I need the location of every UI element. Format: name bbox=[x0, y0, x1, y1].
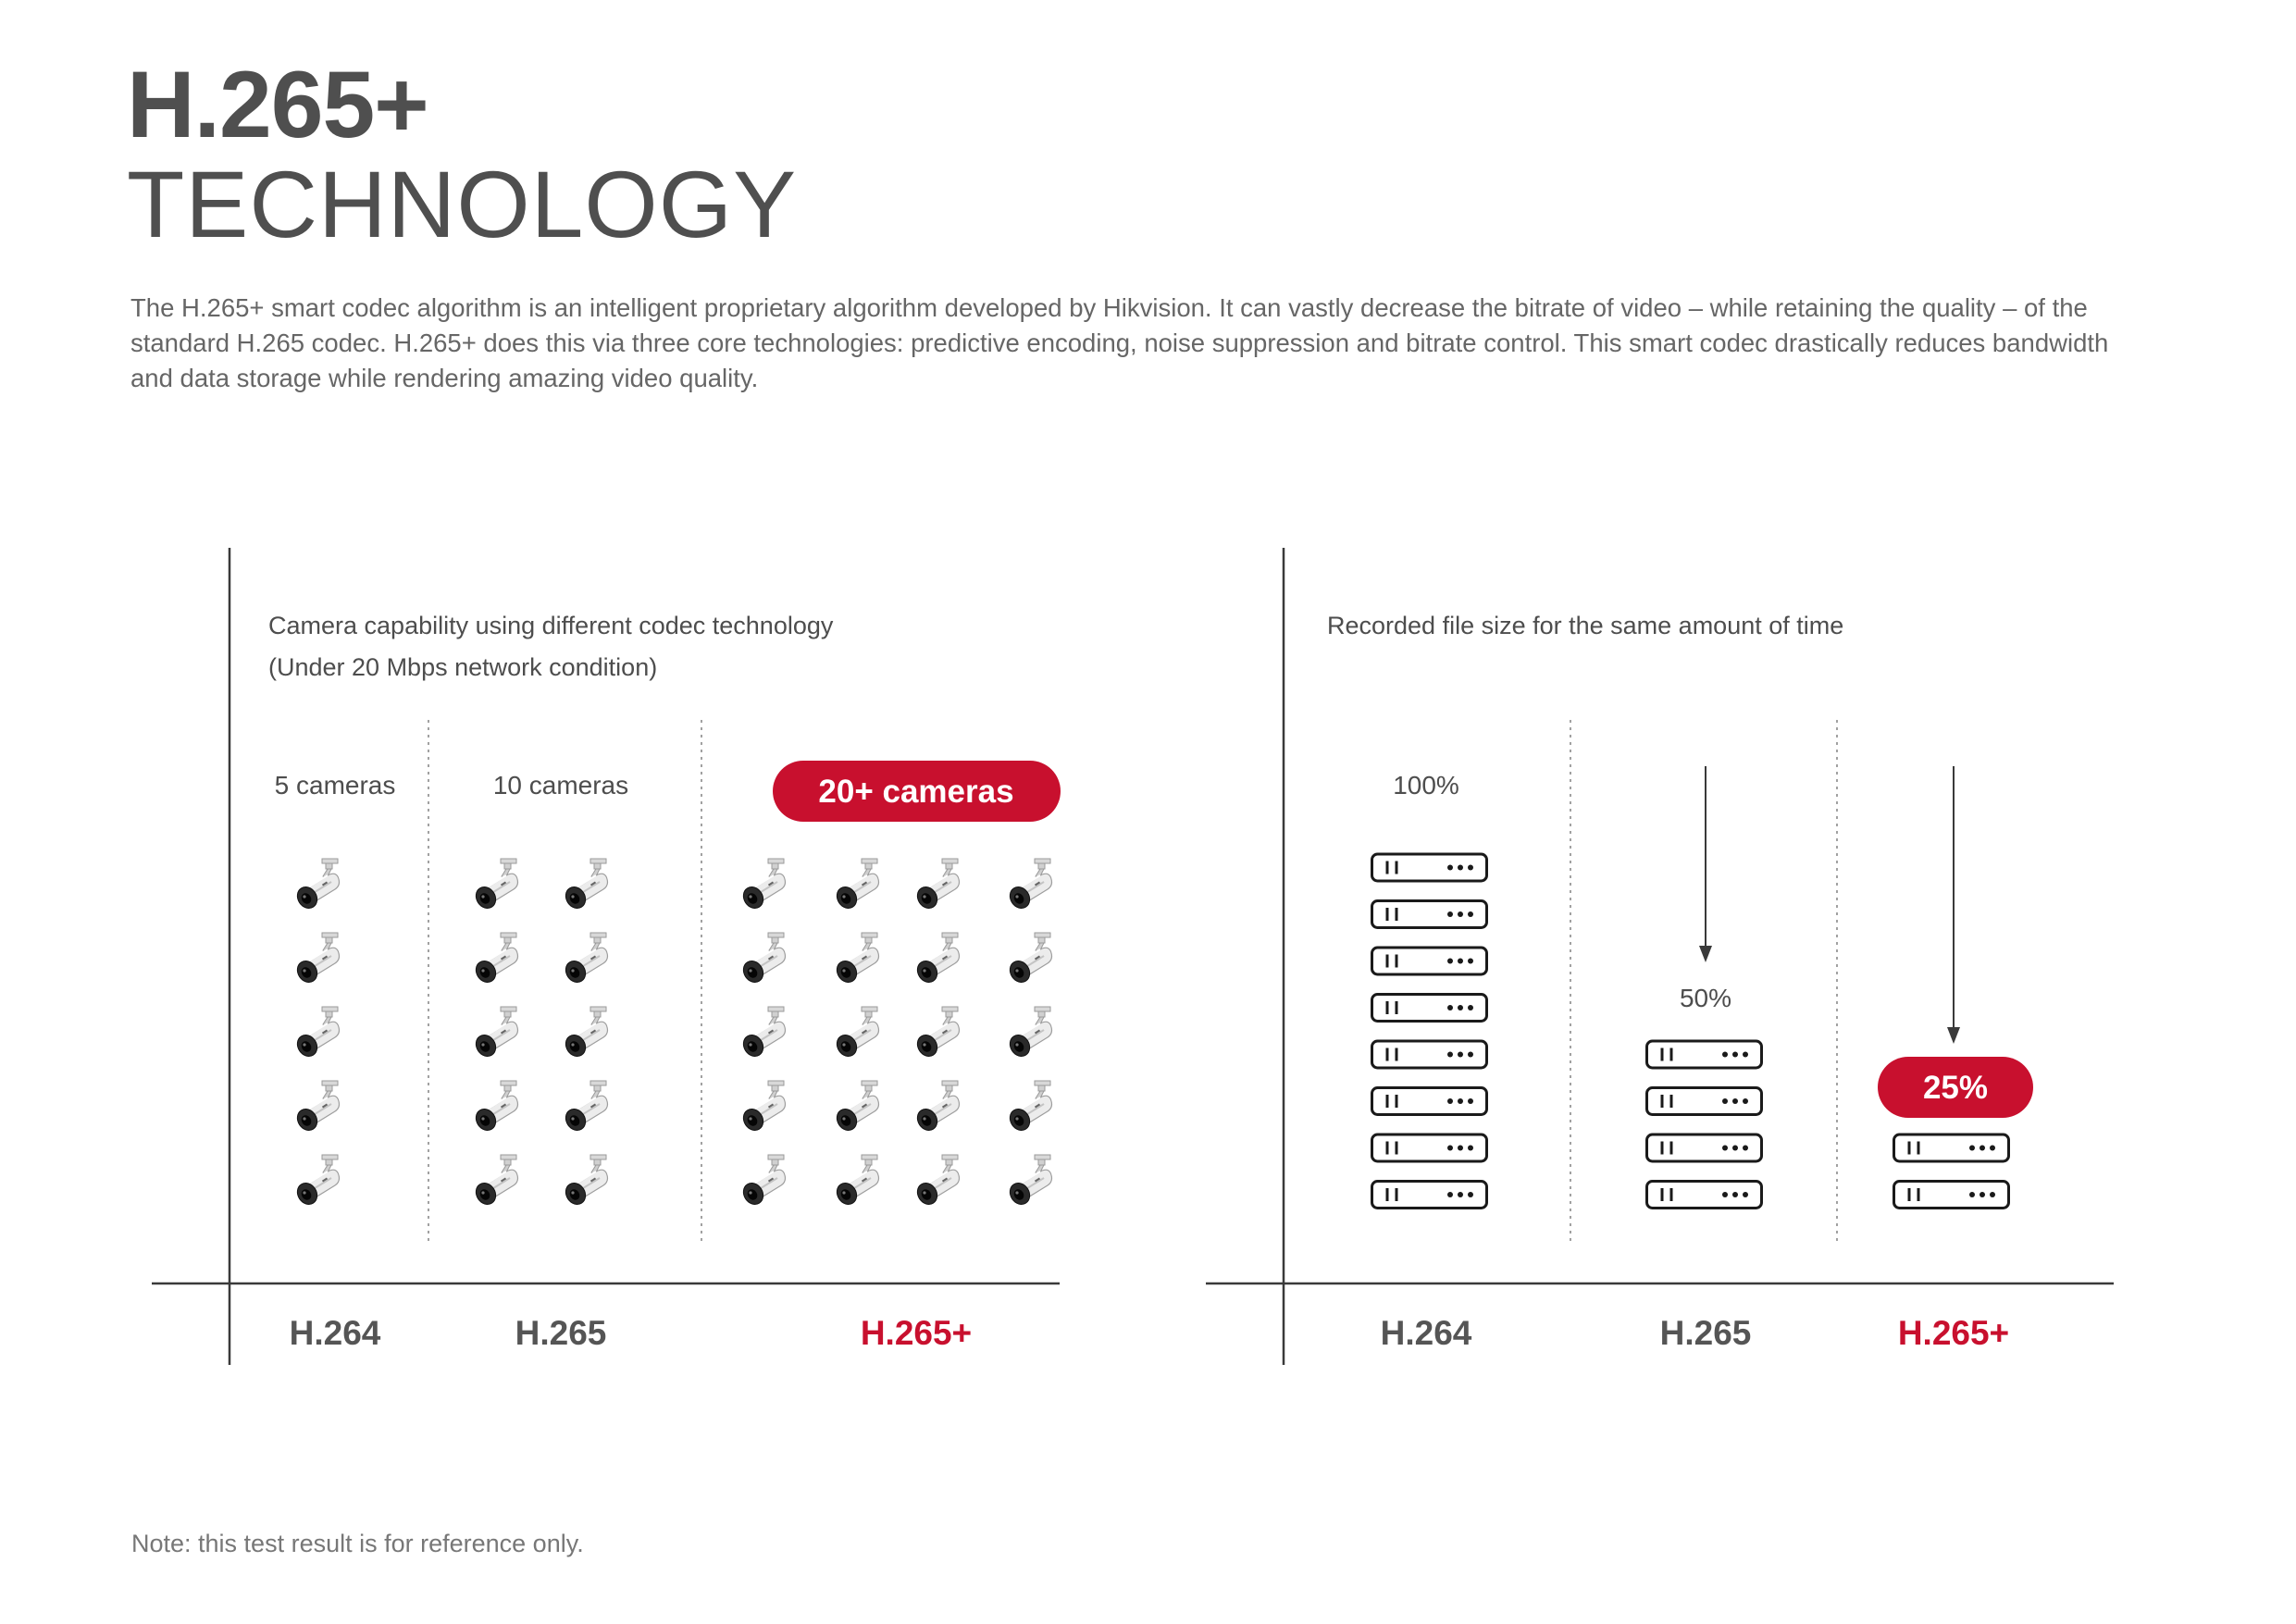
bullet-camera-icon bbox=[913, 933, 959, 986]
storage-unit-icon bbox=[1647, 1134, 1762, 1161]
value-label-highlight: 20+ cameras bbox=[818, 774, 1014, 810]
bullet-camera-icon bbox=[562, 933, 607, 986]
down-arrow-icon bbox=[1699, 766, 1712, 962]
value-label-highlight: 25% bbox=[1922, 1070, 1989, 1106]
category-label: H.264 bbox=[1380, 1314, 1472, 1352]
bullet-camera-icon bbox=[739, 859, 785, 912]
bullet-camera-icon bbox=[472, 859, 517, 912]
storage-unit-icon bbox=[1372, 854, 1487, 881]
bullet-camera-icon bbox=[293, 933, 339, 986]
storage-unit-icon bbox=[1372, 1041, 1487, 1068]
category-label: H.265 bbox=[515, 1314, 607, 1352]
bullet-camera-icon bbox=[293, 1007, 339, 1060]
storage-unit-icon bbox=[1372, 901, 1487, 928]
title-main: H.265+ bbox=[127, 52, 428, 157]
storage-unit-icon bbox=[1372, 1134, 1487, 1161]
bullet-camera-icon bbox=[293, 1155, 339, 1209]
bullet-camera-icon bbox=[833, 1155, 878, 1209]
storage-unit-icon bbox=[1647, 1041, 1762, 1068]
storage-unit-icon bbox=[1647, 1088, 1762, 1115]
bullet-camera-icon bbox=[833, 1007, 878, 1060]
bullet-camera-icon bbox=[1006, 1007, 1051, 1060]
category-label-highlight: H.265+ bbox=[1897, 1314, 2010, 1352]
bullet-camera-icon bbox=[833, 1081, 878, 1134]
storage-unit-icon bbox=[1647, 1182, 1762, 1209]
bullet-camera-icon bbox=[562, 1081, 607, 1134]
intro-paragraph: The H.265+ smart codec algorithm is an intelligent proprietary algorithm developed by Hikvision. It can vastly decrease the bitrate of video – while retaining the quality – of the standard H.265 codec. H.265+ does this via three core technologies: predictive encoding, noise suppression and bitrate control. This smart codec drastically reduces bandwidth and data storage while rendering amazing video quality. bbox=[130, 293, 2109, 392]
bullet-camera-icon bbox=[293, 1081, 339, 1134]
bullet-camera-icon bbox=[833, 859, 878, 912]
camera-chart bbox=[152, 548, 1061, 1365]
bullet-camera-icon bbox=[833, 933, 878, 986]
down-arrow-icon bbox=[1947, 766, 1960, 1044]
bullet-camera-icon bbox=[913, 1155, 959, 1209]
storage-unit-icon bbox=[1372, 995, 1487, 1022]
bullet-camera-icon bbox=[293, 859, 339, 912]
storage-unit-icon bbox=[1372, 1088, 1487, 1115]
value-label: 5 cameras bbox=[274, 771, 396, 800]
bullet-camera-icon bbox=[472, 1155, 517, 1209]
category-label: H.264 bbox=[289, 1314, 381, 1352]
category-label-highlight: H.265+ bbox=[860, 1314, 973, 1352]
bullet-camera-icon bbox=[472, 1007, 517, 1060]
footnote: Note: this test result is for reference only. bbox=[131, 1530, 584, 1557]
bullet-camera-icon bbox=[913, 859, 959, 912]
bullet-camera-icon bbox=[739, 1155, 785, 1209]
bullet-camera-icon bbox=[739, 1081, 785, 1134]
bullet-camera-icon bbox=[739, 1007, 785, 1060]
storage-unit-icon bbox=[1372, 1182, 1487, 1209]
bullet-camera-icon bbox=[562, 859, 607, 912]
bullet-camera-icon bbox=[472, 933, 517, 986]
bullet-camera-icon bbox=[562, 1155, 607, 1209]
bullet-camera-icon bbox=[472, 1081, 517, 1134]
value-label: 10 cameras bbox=[492, 771, 629, 800]
category-label: H.265 bbox=[1659, 1314, 1752, 1352]
storage-unit-icon bbox=[1894, 1134, 2009, 1161]
bullet-camera-icon bbox=[913, 1007, 959, 1060]
bullet-camera-icon bbox=[913, 1081, 959, 1134]
storage-chart bbox=[1206, 548, 2114, 1365]
value-label: 100% bbox=[1393, 771, 1459, 800]
bullet-camera-icon bbox=[1006, 1081, 1051, 1134]
chart-caption-line2: (Under 20 Mbps network condition) bbox=[268, 653, 658, 681]
chart-caption-line1: Camera capability using different codec technology bbox=[268, 612, 834, 639]
storage-unit-icon bbox=[1894, 1182, 2009, 1209]
bullet-camera-icon bbox=[1006, 933, 1051, 986]
bullet-camera-icon bbox=[1006, 859, 1051, 912]
bullet-camera-icon bbox=[1006, 1155, 1051, 1209]
value-label: 50% bbox=[1679, 984, 1732, 1012]
title-sub: TECHNOLOGY bbox=[127, 152, 798, 257]
bullet-camera-icon bbox=[739, 933, 785, 986]
storage-unit-icon bbox=[1372, 948, 1487, 974]
bullet-camera-icon bbox=[562, 1007, 607, 1060]
chart-caption: Recorded file size for the same amount of time bbox=[1327, 612, 1844, 639]
